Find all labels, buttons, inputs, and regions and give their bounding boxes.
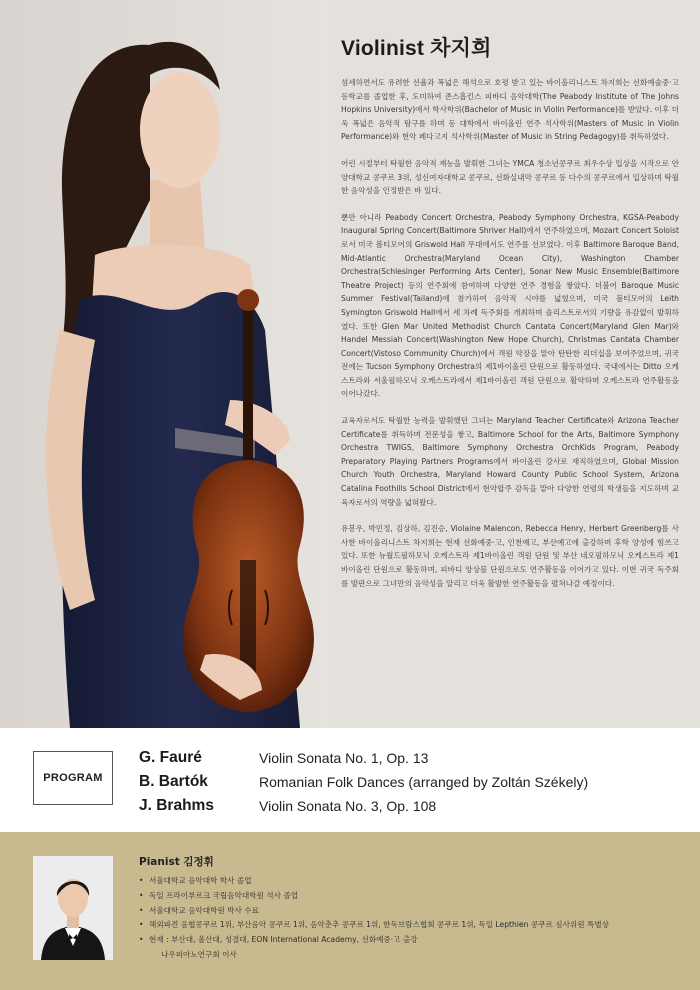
list-item xyxy=(139,904,699,919)
program-section xyxy=(0,728,700,832)
program-work: Violin Sonata No. 3, Op. 108 xyxy=(259,798,437,814)
bullet-icon: • xyxy=(139,876,144,885)
list-item xyxy=(139,933,699,948)
program-work: Violin Sonata No. 1, Op. 13 xyxy=(259,750,429,766)
violinist-title: Violinist 차지희 xyxy=(341,37,492,60)
bio-paragraph-2: 어린 시절부터 탁월한 음악적 재능을 발휘한 그녀는 YMCA 청소년콩쿠르 최우수상 입상을 시작으로 안양대학교 콩쿠르 3위, 성신여자대학교 콩쿠르, 선화실내악 콩쿠르 등 다수의 콩쿠르에서 입상하며 탁월한 음악성을 인정받은 바 있다. xyxy=(341,158,679,196)
bullet-icon: • xyxy=(139,905,144,915)
program-item xyxy=(139,794,436,818)
bio-paragraph-5: 유봉우, 박민정, 김상하, 김진승, Violaine Malencon, Rebecca Henry, Herbert Greenberg를 사사한 바이올리니스트 차지희는 현재 선화예중·고, 인천예고, 부산예고에 출강하며 후학 양성에 힘쓰고 있다. 또한 뉴월드필하모닉 오케스트라 제1바이올린 객원 단원 및 부산 네오필하모닉 오케스트라 제1바이올린 단원으로 활동하며, 피바디 앙상블 단원으로도 연주활동을 이어가고 있다. 이번 귀국 독주회를 발판으로 그녀만의 음악성을 알리고 더욱 활발한 연주활동을 펼쳐나갈 예정이다. xyxy=(341,524,679,588)
pianist-section xyxy=(0,832,700,990)
violinist-portrait-image xyxy=(0,0,330,728)
bullet-icon: • xyxy=(139,935,144,945)
violinist-bio xyxy=(341,32,679,603)
bio-paragraph-4: 교육자로서도 탁월한 능력을 발휘했던 그녀는 Maryland Teacher Certificate와 Arizona Teacher Certificate를 취득하며 전문성을 쌓고, Baltimore School for the Arts, Baltimore Symphony Orchestra TWIGS, Baltimore Symphony Orchestra OrchKids Program, Peabody Preparatory Playing Partners Programs에서 바이올린 강사로 재직하였으며, Global Mission Church Youth Orchestra, Maryland Howard County Public School System, Arizona Catalina Foothills School District에서 현악합주 감독을 맡아 다양한 연령의 학생들을 지도하며 교육자로서의 역량을 넓혀왔다. xyxy=(341,416,679,507)
program-work: Romanian Folk Dances (arranged by Zoltán Székely) xyxy=(259,774,589,790)
list-item xyxy=(139,874,699,889)
program-composer: B. Bartók xyxy=(139,773,208,790)
pianist-portrait-image xyxy=(33,856,113,960)
list-item-continuation: 나우피아노연구회 이사 xyxy=(161,949,237,959)
pianist-photo xyxy=(33,856,113,960)
bio-paragraph-3: 뿐만 아니라 Peabody Concert Orchestra, Peabody Symphony Orchestra, KGSA-Peabody Inaugural Spring Concert(Baltimore Shriver Hall)에서 연주하였으며, Mozart Concert Soloist로서 미국 볼티모어의 Griswold Hall 무대에서도 연주를 선보였다. 이후 Baltimore Baroque Band, Mid-Atlantic Orchestra(Maryland Ocean City), Washington Chamber Orchestra(Schlesinger Performing Arts Center), Sonar New Music Ensemble(Baltimore Theatre Project) 등의 연주회에 참여하며 다양한 연주 경험을 쌓았다. 더불어 Baroque Music Summer Festival(Tailand)에 참가하여 음악적 시야를 넓혔으며, 미국 볼티모어의 Leith Symington Griswold Hall에서 세 차례 독주회를 개최하며 솔리스트로서의 기량을 유감없이 발휘하였다. 또한 Glen Mar United Methodist Church Cantata Concert(Maryland Glen Mar)와 Handel Messiah Concert(Washington New Hope Church), Christmas Cantata Chamber Concert(Vistoso Community Church)에서 객원 악장을 맡아 탄탄한 리더십을 보여주었으며, 귀국 전에는 Tucson Symphony Orchestra의 제1바이올린 단원으로 활동하였다. 국내에서는 Ditto 오케스트라와 서울필하모닉 오케스트라에서 제1바이올린 객원 단원으로 활약하며 오케스트라 연주활동을 이어나갔다. xyxy=(341,212,679,399)
bullet-icon: • xyxy=(139,890,144,900)
credential-text: 서울대학교 음악대학원 박사 수료 xyxy=(149,905,259,915)
bullet-icon: • xyxy=(139,920,144,930)
program-item xyxy=(139,746,428,770)
list-item xyxy=(139,889,699,904)
list-item xyxy=(139,918,699,933)
credential-text: 독일 프라이부르크 국립음악대학원 석사 졸업 xyxy=(149,890,299,900)
program-composer: G. Fauré xyxy=(139,749,202,766)
program-label: PROGRAM xyxy=(33,751,113,805)
pianist-credentials xyxy=(139,874,699,963)
program-item xyxy=(139,770,588,794)
credential-text: 현재 : 부산대, 울산대, 성결대, EON International Academy, 선화예중·고 출강 xyxy=(149,935,418,945)
pianist-title: Pianist 김정휘 xyxy=(139,856,214,868)
credential-text: 해외파견 음협콩쿠르 1위, 부산음악 콩쿠르 1위, 음악춘추 콩쿠르 1위, 한독브람스협회 콩쿠르 1위, 독일 Lepthien 콩쿠르 심사위원 특별상 xyxy=(149,920,610,930)
violinist-photo xyxy=(0,0,330,728)
program-composer: J. Brahms xyxy=(139,797,214,814)
credential-text: 서울대학교 음악대학 학사 졸업 xyxy=(149,876,252,885)
bio-paragraph-1: 섬세하면서도 유려한 선율과 폭넓은 해석으로 호평 받고 있는 바이올리니스트 차지희는 선화예술중·고등학교를 졸업한 후, 도미하여 존스홉킨스 피바디 음악대학(The Peabody Institute of The Johns Hopkins University)에서 학사학위(Bachelor of Music in Violin Performance)를 받았다. 이후 더욱 폭넓은 음악적 탐구를 하며 동 대학에서 바이올린 연주 석사학위(Masters of Music in Violin Performance)와 현악 페다고지 석사학위(Master of Music in String Pedagogy)를 취득하였다. xyxy=(341,78,679,142)
